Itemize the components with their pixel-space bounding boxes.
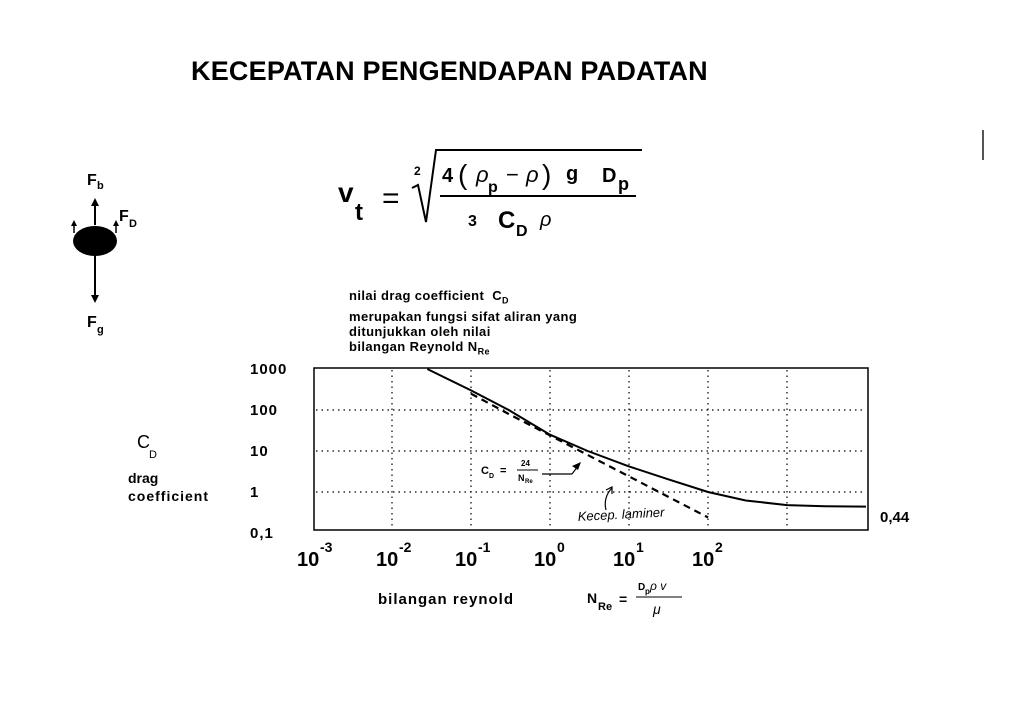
data-series — [427, 369, 866, 517]
laminar-eq-den-sub: Re — [525, 479, 533, 485]
x-tick-label: 10 — [455, 549, 478, 571]
x-tick-exponent: 2 — [715, 539, 723, 555]
formula-root-index: 2 — [414, 164, 421, 178]
description-line-2: merupakan fungsi sifat aliran yang — [349, 308, 578, 324]
y-label-line-2: coefficient — [128, 488, 210, 504]
formula-num-g: g — [566, 163, 579, 185]
asymptote-value: 0,44 — [880, 509, 910, 526]
description-line-3: ditunjukkan oleh nilai — [349, 323, 491, 339]
formula-den-C: C — [498, 207, 516, 234]
formula-v-sub: t — [355, 199, 363, 226]
x-tick-label: 10 — [692, 549, 715, 571]
formula-v: v — [338, 177, 354, 208]
x-label-num-sub: p — [645, 587, 650, 596]
force-label-gravity: F — [87, 314, 97, 331]
formula-den-3: 3 — [468, 213, 477, 230]
x-tick-exponent: 1 — [636, 539, 644, 555]
y-tick-label: 100 — [250, 402, 279, 419]
force-label-drag: F — [119, 208, 129, 225]
x-tick-label: 10 — [534, 549, 557, 571]
formula-num-rparen: ) — [542, 159, 552, 190]
y-tick-labels — [250, 361, 287, 542]
series-line-laminar — [471, 394, 708, 518]
x-tick-label: 10 — [613, 549, 636, 571]
laminar-eq-equals: = — [500, 465, 507, 477]
y-tick-label: 0,1 — [250, 525, 274, 542]
x-tick-exponent: -1 — [478, 539, 491, 555]
y-tick-label: 1000 — [250, 361, 288, 378]
x-label-num: D — [638, 582, 646, 593]
force-sub-buoyancy: b — [97, 180, 104, 192]
formula-num-4: 4 — [442, 165, 454, 187]
page-title: KECEPATAN PENGENDAPAN PADATAN — [191, 56, 708, 86]
y-label-line-1: drag — [128, 470, 159, 486]
x-tick-label: 10 — [297, 549, 320, 571]
force-label-buoyancy: F — [87, 172, 97, 189]
x-tick-labels — [297, 539, 723, 571]
formula-equals: = — [382, 182, 400, 215]
laminar-eq-den: N — [518, 473, 525, 483]
x-label-symbol-sub: Re — [598, 601, 613, 613]
formula-den-C-sub: D — [516, 223, 528, 240]
x-tick-exponent: -3 — [320, 539, 333, 555]
x-label-num-rest: ρ v — [650, 579, 667, 593]
y-label-symbol-sub: D — [149, 449, 157, 461]
laminar-eq-arrowhead — [572, 462, 581, 470]
y-tick-label: 10 — [250, 443, 269, 460]
description-line-1: nilai drag coefficient $C_D$ — [349, 288, 509, 306]
x-label-equals: = — [619, 591, 628, 607]
laminar-eq-lhs-sub: D — [489, 473, 495, 480]
y-label-symbol: C — [137, 432, 150, 452]
formula-num-rho: ρ — [526, 162, 539, 187]
x-label-den: μ — [653, 601, 661, 617]
formula-num-lparen: ( — [458, 159, 468, 190]
formula-num-rho-p-sub: p — [488, 179, 498, 196]
formula-num-rho-p: ρ — [476, 162, 489, 187]
laminar-label: Kecep. laminer — [577, 504, 665, 524]
x-tick-exponent: -2 — [399, 539, 412, 555]
formula-den-rho: ρ — [540, 209, 552, 231]
x-tick-exponent: 0 — [557, 539, 565, 555]
x-label: bilangan reynold — [378, 591, 515, 608]
formula-num-minus: − — [506, 162, 519, 187]
y-tick-label: 1 — [250, 484, 260, 501]
laminar-label-arrowhead — [606, 487, 612, 494]
force-sub-drag: D — [129, 218, 137, 230]
x-tick-label: 10 — [376, 549, 399, 571]
force-sub-gravity: g — [97, 324, 104, 336]
laminar-eq-num: 24 — [521, 459, 530, 468]
description-line-4: bilangan Reynold $N_{Re}$ — [349, 338, 490, 357]
x-label-symbol: N — [587, 590, 598, 606]
formula-num-D-sub: p — [618, 174, 629, 194]
laminar-eq-lhs: C — [481, 465, 489, 477]
formula-num-D: D — [602, 165, 617, 187]
